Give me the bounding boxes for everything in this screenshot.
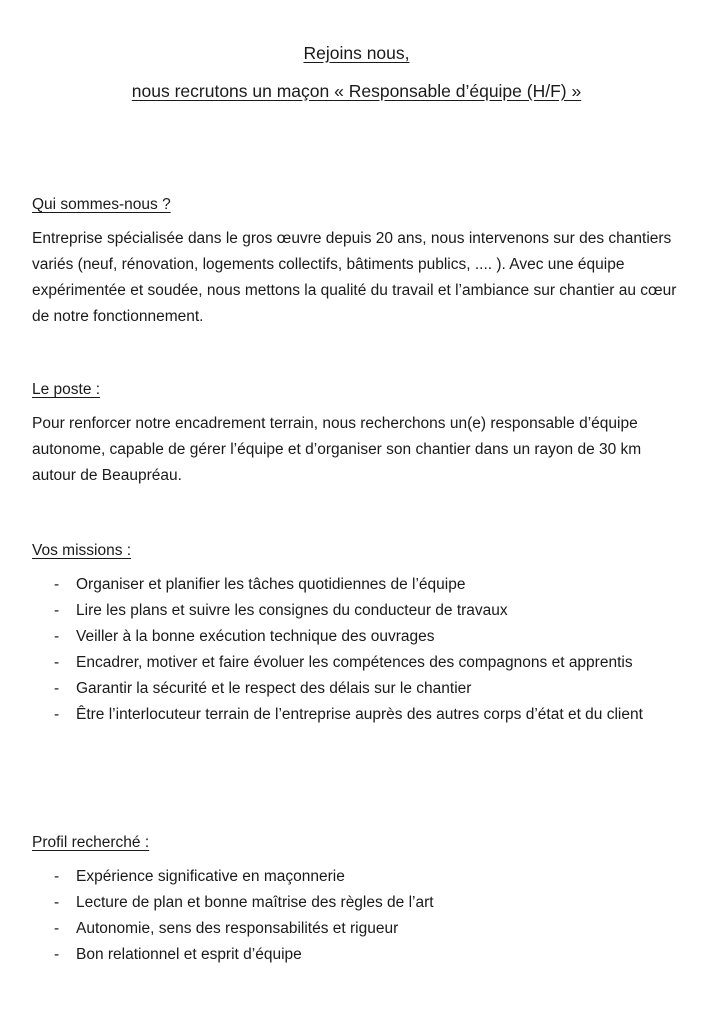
section-vos-missions: [32, 538, 682, 728]
section-heading: Profil recherché :: [32, 834, 150, 851]
section-paragraph: Pour renforcer notre encadrement terrain, nous recherchons un(e) responsable d’équipe autonome, capable de gérer l’équipe et d’organiser son chantier dans un rayon de 30 km autour de Beaupréau.: [32, 415, 642, 484]
list-item-text: Autonomie, sens des responsabilités et rigueur: [76, 920, 399, 937]
section-le-poste: [32, 377, 682, 489]
list-item: [32, 572, 682, 598]
list-item-text: Être l’interlocuteur terrain de l’entreprise auprès des autres corps d’état et du client: [76, 706, 643, 723]
profile-list: [32, 864, 682, 968]
bullet-dash: -: [54, 654, 60, 671]
list-item: [32, 890, 682, 916]
bullet-dash: -: [54, 576, 60, 593]
list-item-text: Lecture de plan et bonne maîtrise des règles de l’art: [76, 894, 434, 911]
list-item-text: Expérience significative en maçonnerie: [76, 868, 345, 885]
list-item-text: Garantir la sécurité et le respect des délais sur le chantier: [76, 680, 472, 697]
list-item-text: Organiser et planifier les tâches quotidiennes de l’équipe: [76, 576, 466, 593]
missions-list: [32, 572, 682, 728]
list-item-text: Veiller à la bonne exécution technique des ouvrages: [76, 628, 435, 645]
bullet-dash: -: [54, 628, 60, 645]
list-item: [32, 942, 682, 968]
list-item: [32, 702, 682, 728]
list-item-text: Encadrer, motiver et faire évoluer les compétences des compagnons et apprentis: [76, 654, 633, 671]
document-title: [0, 38, 713, 106]
bullet-dash: -: [54, 602, 60, 619]
list-item: [32, 916, 682, 942]
section-qui-sommes-nous: [32, 192, 682, 330]
bullet-dash: -: [54, 706, 60, 723]
list-item-text: Bon relationnel et esprit d’équipe: [76, 946, 302, 963]
title-line-2: nous recrutons un maçon « Responsable d’équipe (H/F) »: [131, 81, 582, 101]
title-line-1: Rejoins nous,: [303, 43, 410, 63]
list-item: [32, 598, 682, 624]
bullet-dash: -: [54, 894, 60, 911]
section-heading: Le poste :: [32, 381, 101, 398]
bullet-dash: -: [54, 680, 60, 697]
list-item: [32, 650, 682, 676]
section-paragraph: Entreprise spécialisée dans le gros œuvre depuis 20 ans, nous intervenons sur des chantiers variés (neuf, rénovation, logements collectifs, bâtiments publics, .... ). Avec une équipe expérimentée et soudée, nous mettons la qualité du travail et l’ambiance sur chantier au cœur de notre fonctionnement.: [32, 230, 677, 325]
list-item: [32, 864, 682, 890]
section-heading: Qui sommes-nous ?: [32, 196, 171, 213]
bullet-dash: -: [54, 946, 60, 963]
section-profil-recherche: [32, 830, 682, 968]
list-item-text: Lire les plans et suivre les consignes du conducteur de travaux: [76, 602, 508, 619]
list-item: [32, 676, 682, 702]
list-item: [32, 624, 682, 650]
bullet-dash: -: [54, 868, 60, 885]
section-heading: Vos missions :: [32, 542, 132, 559]
bullet-dash: -: [54, 920, 60, 937]
